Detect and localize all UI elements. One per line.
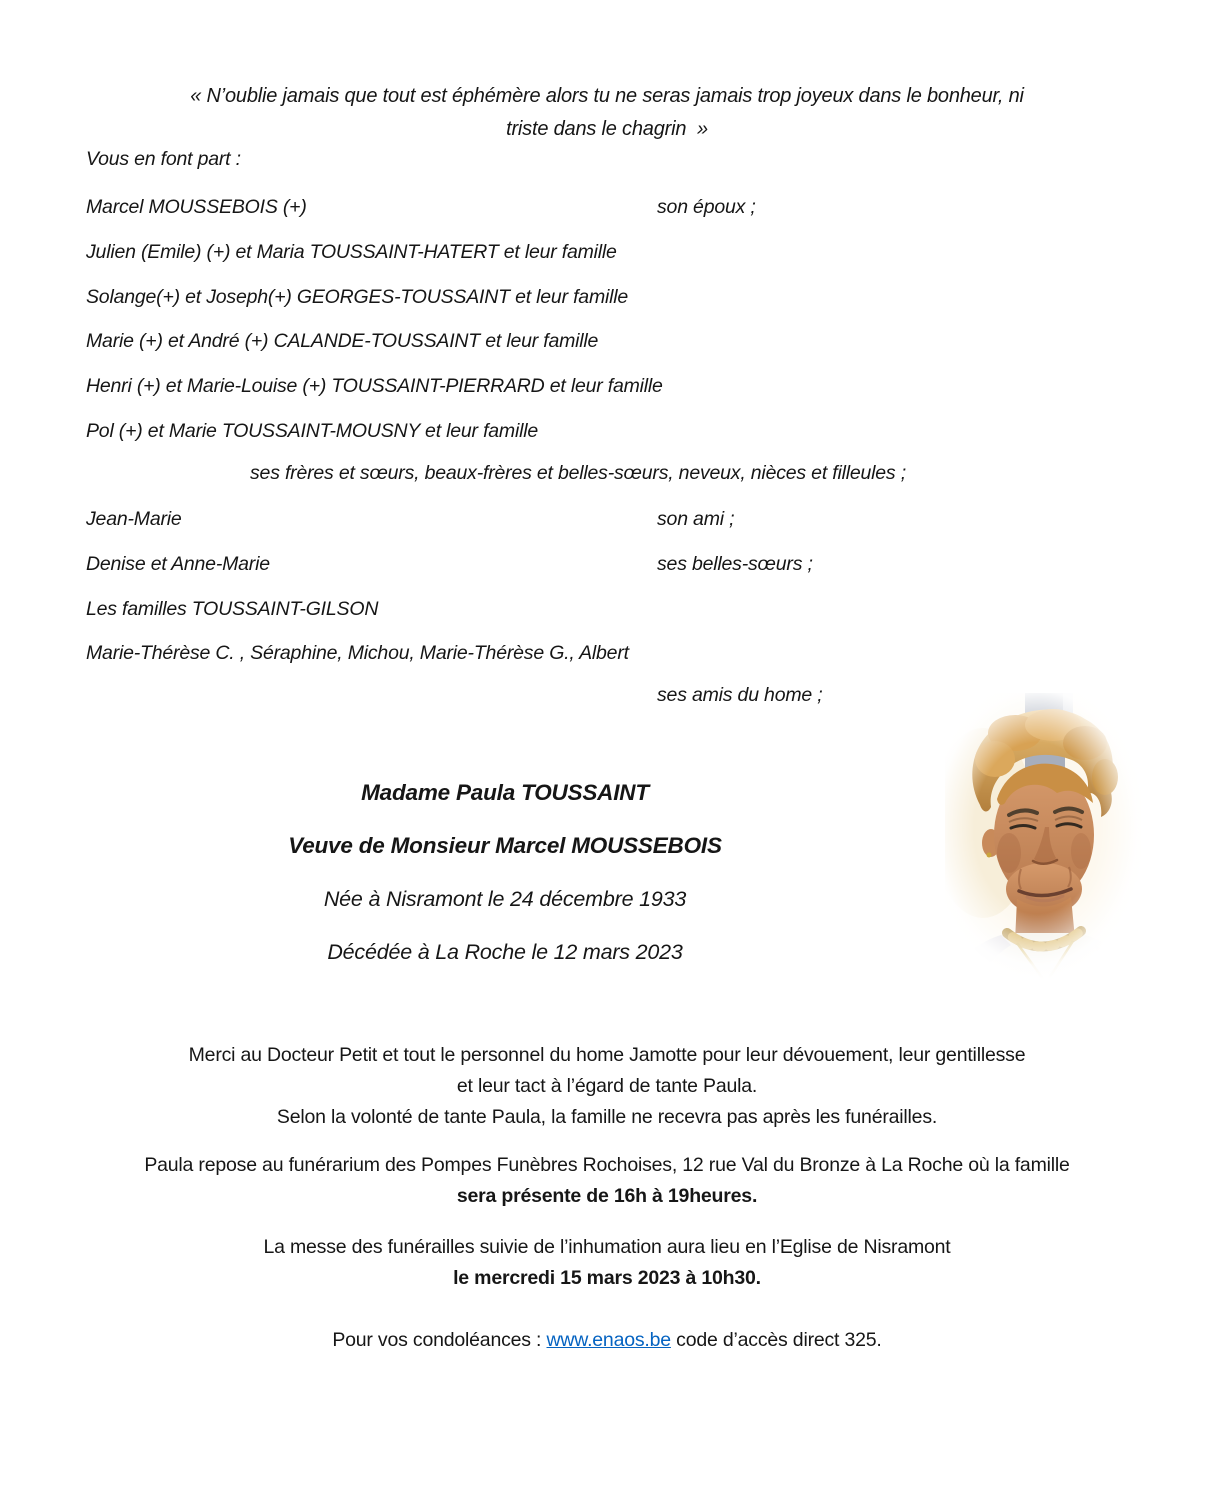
mourner-row	[86, 195, 756, 240]
deceased-widow-line: Veuve de Monsieur Marcel MOUSSEBOIS	[288, 833, 722, 858]
mourner-row	[86, 374, 663, 419]
mourner-row	[86, 240, 663, 285]
condolences-prefix: Pour vos condoléances :	[332, 1329, 547, 1351]
deceased-died-line: Décédée à La Roche le 12 mars 2023	[327, 940, 683, 964]
mourner-row	[86, 641, 629, 686]
mourner-name: Jean-Marie	[86, 508, 182, 530]
family-list-secondary	[86, 507, 813, 686]
mourner-row	[86, 507, 735, 552]
mourner-name: Henri (+) et Marie-Louise (+) TOUSSAINT-PIERRARD et leur famille	[86, 375, 663, 398]
funeral-line-1: La messe des funérailles suivie de l’inhumation aura lieu en l’Eglise de Nisramont	[263, 1236, 951, 1258]
mourner-relation: ses belles-sœurs ;	[657, 552, 813, 575]
funeral-date-bold: le mercredi 15 mars 2023 à 10h30.	[453, 1267, 761, 1289]
enaos-link[interactable]: www.enaos.be	[546, 1329, 671, 1351]
condolences-line	[0, 1325, 1214, 1356]
quote-line-1: « N’oublie jamais que tout est éphémère alors tu ne seras jamais trop joyeux dans le bonheur, ni	[190, 85, 1024, 107]
thanks-line-1: Merci au Docteur Petit et tout le personnel du home Jamotte pour leur dévouement, leur gentillesse	[188, 1044, 1026, 1066]
thanks-paragraph	[0, 1040, 1214, 1133]
mourner-row	[86, 552, 813, 597]
condolences-suffix: code d’accès direct 325.	[670, 1329, 882, 1351]
thanks-line-2: et leur tact à l’égard de tante Paula.	[456, 1075, 758, 1097]
siblings-line: ses frères et sœurs, beaux-frères et belles-sœurs, neveux, nièces et filleules ;	[250, 462, 906, 484]
deceased-born-line: Née à Nisramont le 24 décembre 1933	[323, 887, 687, 911]
mourner-name: Solange(+) et Joseph(+) GEORGES-TOUSSAINT et leur famille	[86, 285, 629, 308]
mourner-name: Les familles TOUSSAINT-GILSON	[86, 597, 379, 620]
memorial-quote	[0, 80, 1214, 146]
announcement-intro: Vous en font part :	[86, 148, 241, 170]
mourner-row	[86, 329, 663, 374]
mourner-row	[86, 285, 663, 330]
portrait-photo	[945, 693, 1141, 993]
mourner-name: Marcel MOUSSEBOIS (+)	[86, 196, 307, 218]
mourner-name: Denise et Anne-Marie	[86, 552, 270, 575]
mourner-relation: son ami ;	[657, 508, 735, 530]
mourner-row	[86, 419, 663, 464]
portrait-illustration	[945, 693, 1141, 993]
wake-hours-bold: sera présente de 16h à 19heures.	[456, 1185, 758, 1207]
mourner-name: Marie-Thérèse C. , Séraphine, Michou, Marie-Thérèse G., Albert	[86, 642, 629, 665]
mourner-relation: son époux ;	[657, 196, 756, 218]
home-friends-line: ses amis du home ;	[657, 684, 823, 706]
quote-line-2: triste dans le chagrin »	[506, 118, 708, 140]
thanks-line-3: Selon la volonté de tante Paula, la famille ne recevra pas après les funérailles.	[276, 1106, 938, 1128]
funeral-paragraph	[0, 1232, 1214, 1294]
family-list-primary	[86, 195, 756, 464]
deceased-name: Madame Paula TOUSSAINT	[361, 780, 649, 805]
mourner-name: Julien (Emile) (+) et Maria TOUSSAINT-HATERT et leur famille	[86, 240, 617, 263]
wake-line-1: Paula repose au funérarium des Pompes Funèbres Rochoises, 12 rue Val du Bronze à La Roche où la famille	[144, 1154, 1070, 1176]
wake-paragraph	[0, 1150, 1214, 1212]
mourner-name: Marie (+) et André (+) CALANDE-TOUSSAINT et leur famille	[86, 330, 599, 353]
mourner-name: Pol (+) et Marie TOUSSAINT-MOUSNY et leur famille	[86, 419, 539, 442]
mourner-row	[86, 597, 629, 642]
